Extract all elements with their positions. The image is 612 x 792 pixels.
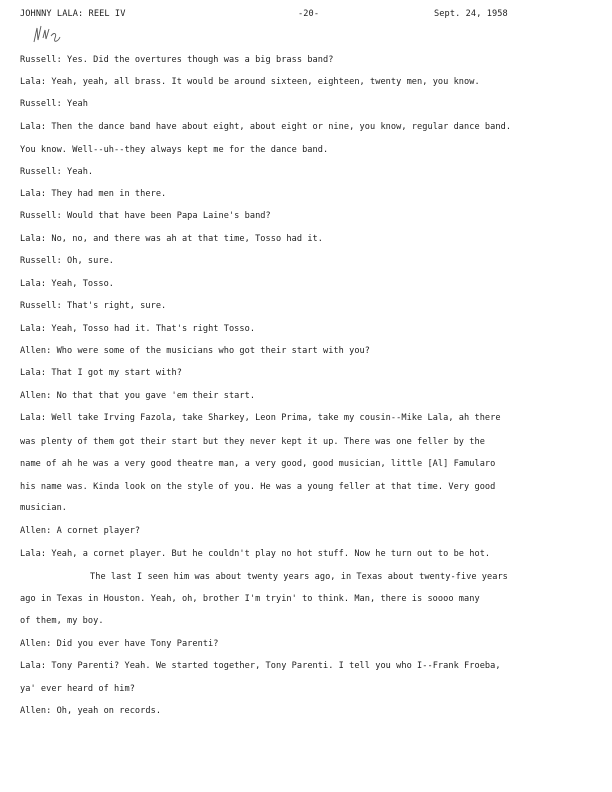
transcript-line	[20, 189, 166, 200]
line-text: Yes. Did the overtures though was a big brass band?	[61, 55, 334, 65]
line-text: name of ah he was a very good theatre man, a very good, good musician, little [Al] Famularo	[20, 459, 496, 469]
line-text: That I got my start with?	[46, 368, 182, 378]
line-text: They had men in there.	[46, 189, 167, 199]
transcript-line	[20, 413, 501, 424]
speaker-label: Allen:	[20, 706, 52, 716]
transcript-line	[20, 616, 104, 627]
transcript-line	[20, 684, 135, 695]
line-text: Who were some of the musicians who got their start with you?	[51, 346, 370, 356]
speaker-label: Russell:	[20, 55, 62, 65]
transcript-line	[20, 167, 93, 178]
speaker-label: Russell:	[20, 211, 62, 221]
line-text: Then the dance band have about eight, about eight or nine, you know, regular dance band.	[46, 122, 512, 132]
line-text: of them, my boy.	[20, 616, 104, 626]
speaker-label: Lala:	[20, 234, 47, 244]
transcript-line	[20, 661, 501, 672]
line-text: No, no, and there was ah at that time, Tosso had it.	[46, 234, 323, 244]
speaker-label: Lala:	[20, 549, 47, 559]
transcript-line	[20, 324, 255, 335]
line-text: ya' ever heard of him?	[20, 684, 135, 694]
line-text: was plenty of them got their start but they never kept it up. There was one feller by the	[20, 437, 485, 447]
line-text: Tony Parenti? Yeah. We started together, Tony Parenti. I tell you who I--Frank Froeba,	[46, 661, 501, 671]
transcript-line	[20, 234, 323, 245]
speaker-label: Lala:	[20, 324, 47, 334]
transcript-line	[20, 503, 67, 514]
transcript-line	[20, 437, 485, 448]
line-text: his name was. Kinda look on the style of you. He was a young feller at that time. Very good	[20, 482, 496, 492]
transcript-line	[20, 122, 511, 133]
transcript-line	[20, 279, 114, 290]
speaker-label: Allen:	[20, 391, 52, 401]
line-text: Well take Irving Fazola, take Sharkey, Leon Prima, take my cousin--Mike Lala, ah there	[46, 413, 501, 423]
speaker-label: Lala:	[20, 189, 47, 199]
speaker-label: Russell:	[20, 256, 62, 266]
transcript-line	[20, 211, 271, 222]
transcript-line	[20, 346, 370, 357]
line-text: The last I seen him was about twenty years ago, in Texas about twenty-five years	[90, 572, 508, 582]
speaker-label: Lala:	[20, 122, 47, 132]
line-text: Yeah	[61, 99, 88, 109]
line-text: Yeah, yeah, all brass. It would be around sixteen, eighteen, twenty men, you know.	[46, 77, 480, 87]
speaker-label: Allen:	[20, 346, 52, 356]
speaker-label: Lala:	[20, 413, 47, 423]
line-text: musician.	[20, 503, 68, 513]
line-text: No that that you gave 'em their start.	[51, 391, 256, 401]
transcript-line	[20, 639, 219, 650]
line-text: A cornet player?	[51, 526, 141, 536]
speaker-label: Russell:	[20, 99, 62, 109]
speaker-label: Lala:	[20, 279, 47, 289]
transcript-line	[20, 594, 480, 605]
speaker-label: Lala:	[20, 368, 47, 378]
transcript-line	[90, 572, 508, 583]
line-text: ago in Texas in Houston. Yeah, oh, brother I'm tryin' to think. Man, there is soooo many	[20, 594, 480, 604]
transcript-line	[20, 368, 182, 379]
transcript-line	[20, 459, 495, 470]
speaker-label: Russell:	[20, 301, 62, 311]
line-text: Oh, sure.	[61, 256, 115, 266]
transcript-line	[20, 256, 114, 267]
header-date: Sept. 24, 1958	[434, 9, 508, 19]
line-text: Did you ever have Tony Parenti?	[51, 639, 219, 649]
line-text: Yeah, Tosso.	[46, 279, 115, 289]
speaker-label: Lala:	[20, 77, 47, 87]
line-text: Yeah, a cornet player. But he couldn't play no hot stuff. Now he turn out to be hot.	[46, 549, 491, 559]
transcript-line	[20, 145, 328, 156]
speaker-label: Russell:	[20, 167, 62, 177]
speaker-label: Allen:	[20, 526, 52, 536]
transcript-line	[20, 526, 140, 537]
handwritten-mark-icon	[31, 20, 71, 50]
transcript-line	[20, 391, 255, 402]
speaker-label: Lala:	[20, 661, 47, 671]
transcript-line	[20, 482, 495, 493]
line-text: Yeah.	[61, 167, 94, 177]
line-text: Yeah, Tosso had it. That's right Tosso.	[46, 324, 256, 334]
transcript-line	[20, 301, 166, 312]
transcript-line	[20, 77, 480, 88]
line-text: You know. Well--uh--they always kept me for the dance band.	[20, 145, 329, 155]
transcript-line	[20, 99, 88, 110]
line-text: Would that have been Papa Laine's band?	[61, 211, 271, 221]
line-text: That's right, sure.	[61, 301, 167, 311]
speaker-label: Allen:	[20, 639, 52, 649]
transcript-line	[20, 549, 490, 560]
line-text: Oh, yeah on records.	[51, 706, 162, 716]
header-title: JOHNNY LALA: REEL IV	[20, 9, 126, 19]
transcript-line	[20, 706, 161, 717]
transcript-line	[20, 55, 333, 66]
header-page-number: -20-	[298, 9, 320, 19]
